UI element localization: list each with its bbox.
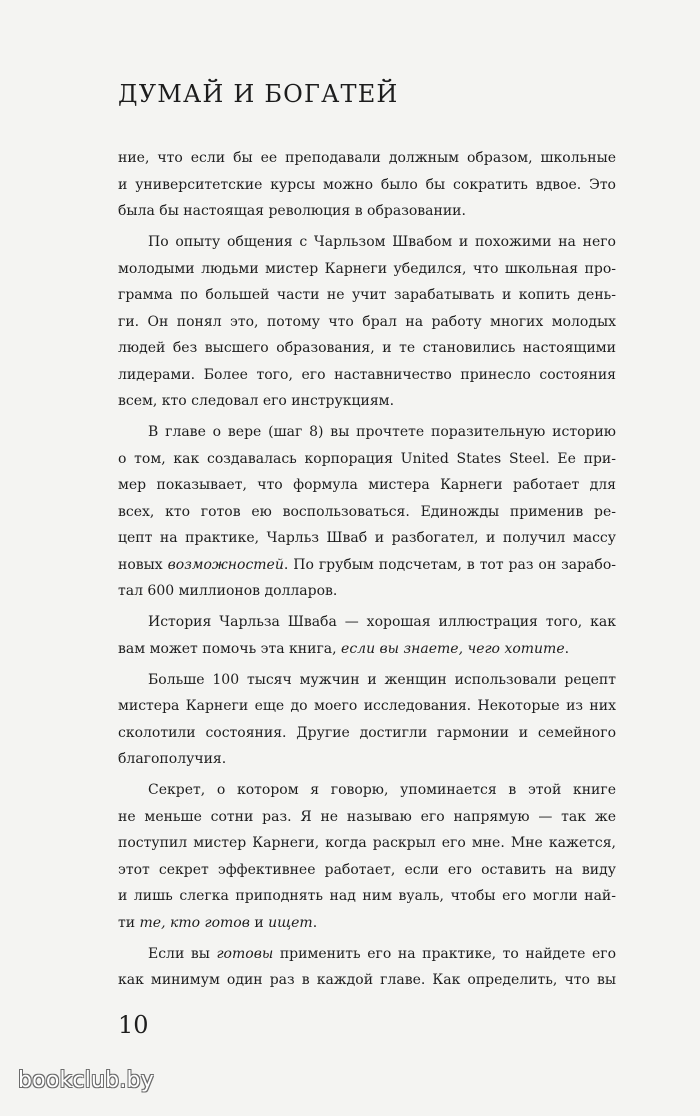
emphasized-text: если вы знаете, чего хотите [341,640,565,657]
text-line: цепт на практике, Чарльз Шваб и разбогател, и получил массу [118,530,616,546]
text-line: всех, кто готов ею воспользоваться. Единожды применив ре- [118,503,616,520]
text-line: людей без высшего образования, и те становились настоящими [118,340,616,356]
text-run: ти [118,914,140,931]
text-line: этот секрет эффективнее работает, если его оставить на виду [118,861,616,878]
paragraph-6 [118,777,616,936]
text-line: ги. Он понял это, потому что брал на работу многих молодых [118,313,616,330]
text-line: благополучия. [118,751,227,767]
text-line: Секрет, о котором я говорю, упоминается в этой книге [148,782,616,798]
text-line: и лишь слегка приподнять над ним вуаль, чтобы его могли най- [118,888,616,904]
paragraph-3 [118,419,616,605]
text-line: По опыту общения с Чарльзом Швабом и похожими на него [148,234,616,250]
text-line: лидерами. Более того, его наставничество принесло состояния [118,366,616,383]
body-text [118,145,616,994]
text-line: ние, что если бы ее преподавали должным образом, школьные [118,150,616,166]
text-line: Больше 100 тысяч мужчин и женщин использовали рецепт [148,671,616,688]
text-run: . По грубым подсчетам, в тот раз он зарабо- [283,556,616,573]
text-run: новых [118,556,168,573]
paragraph-1 [118,145,616,225]
text-run: Если вы [148,945,217,962]
text-line: была бы настоящая революция в образовании. [118,203,466,219]
text-run: . [564,640,570,657]
text-line: тал 600 миллионов долларов. [118,583,338,599]
paragraph-5 [118,667,616,773]
text-run: . [312,914,318,931]
text-line: В главе о вере (шаг 8) вы прочтете поразительную историю [148,424,616,440]
text-line: и университетские курсы можно было бы сократить вдвое. Это [118,176,616,193]
text-line: как минимум один раз в каждой главе. Как определить, что вы [118,972,616,988]
text-line [118,552,616,579]
text-line: о том, как создавалась корпорация United States Steel. Ее при- [118,450,616,467]
text-run: вам может помочь эта книга, [118,640,342,657]
paragraph-7 [118,941,616,994]
emphasized-text: готовы [216,945,274,962]
paragraph-2 [118,229,616,415]
text-run: и [249,914,269,931]
text-line: молодыми людьми мистер Карнеги убедился, что школьная про- [118,260,616,277]
text-line [118,910,616,937]
text-line [118,941,616,968]
running-head: ДУМАЙ И БОГАТЕЙ [118,80,399,108]
text-line: грамма по большей части не учит зарабатывать и копить день- [118,287,616,303]
text-line: История Чарльза Шваба — хорошая иллюстрация того, как [148,614,616,630]
text-line: сколотили состояния. Другие достигли гармонии и семейного [118,724,616,741]
text-line: мистера Карнеги еще до моего исследования. Некоторые из них [118,698,616,714]
text-line [118,636,616,663]
emphasized-text: ищет [268,914,313,931]
page-number: 10 [118,1011,149,1039]
text-run: применить его на практике, то найдете его [273,945,616,962]
paragraph-4 [118,609,616,662]
text-line: всем, кто следовал его инструкциям. [118,393,395,409]
text-line: мер показывает, что формула мистера Карнеги работает для [118,477,616,493]
text-line: не меньше сотни раз. Я не называю его напрямую — так же [118,808,616,825]
emphasized-text: те, кто готов [139,914,250,931]
watermark: bookclub.by [18,1068,154,1093]
text-line: поступил мистер Карнеги, когда раскрыл его мне. Мне кажется, [118,835,616,851]
emphasized-text: возможностей [167,556,284,573]
